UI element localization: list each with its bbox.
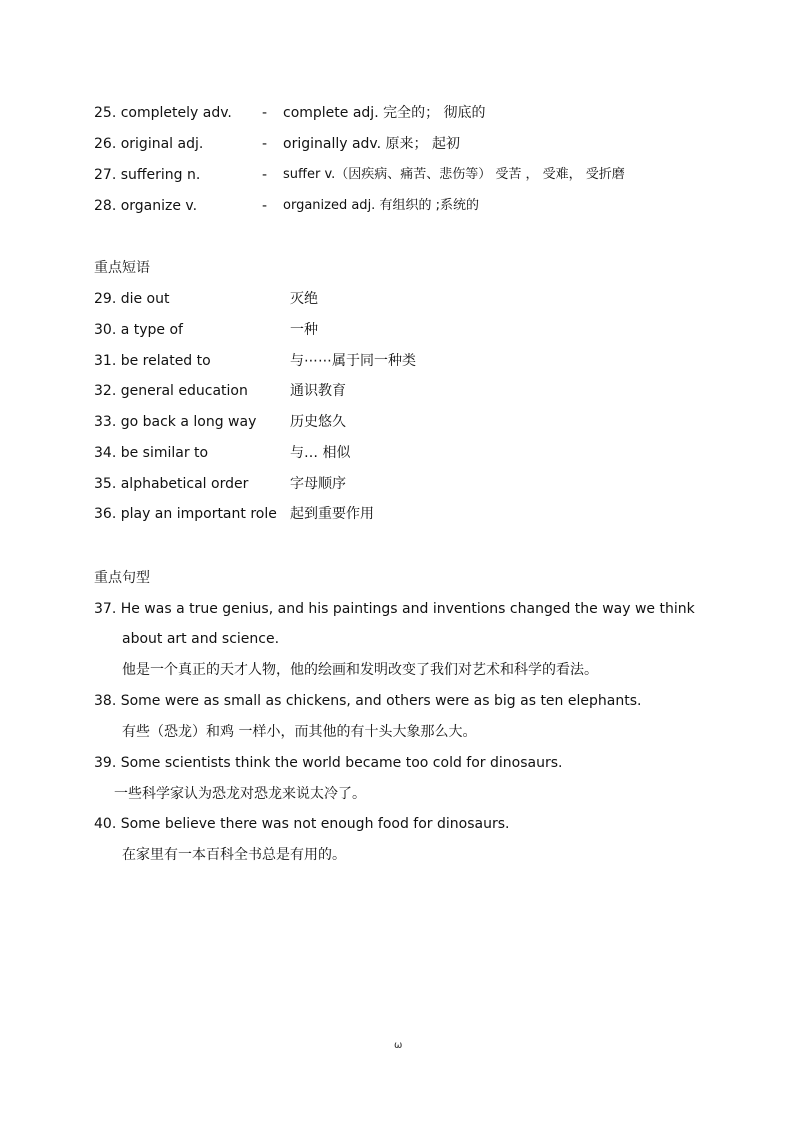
item-number: 28. [94, 198, 117, 214]
item-number: 31. [94, 353, 117, 369]
word: completely adv. [120, 105, 232, 121]
sentence-en: Some believe there was not enough food for dinosaurs. [120, 816, 510, 832]
phrase-en: play an important role [120, 506, 277, 522]
phrase-cn: 字母顺序 [290, 476, 346, 492]
phrase-en: alphabetical order [120, 476, 249, 492]
section-heading-sentences: 重点句型 [94, 570, 150, 586]
sentence-line [94, 600, 695, 618]
sentence-en: He was a true genius, and his paintings and inventions changed the way we think [120, 601, 695, 617]
section-heading-phrases: 重点短语 [94, 260, 150, 276]
sentence-continuation: about art and science. [122, 631, 280, 647]
phrase-en: be similar to [120, 445, 209, 461]
item-number: 39. [94, 755, 117, 771]
phrase-en: a type of [120, 322, 183, 338]
item-number: 36. [94, 506, 117, 522]
item-number: 35. [94, 476, 117, 492]
phrase-row [94, 382, 346, 400]
sentence-translation: 有些（恐龙）和鸡 一样小，而其他的有十头大象那么大。 [122, 724, 477, 740]
sentence-line [94, 692, 641, 710]
vocab-row [94, 104, 486, 122]
phrase-en: die out [120, 291, 170, 307]
related-word: organized adj. 有组织的 ;系统的 [283, 198, 479, 213]
vocab-row [94, 197, 479, 215]
sentence-line [94, 754, 562, 772]
phrase-cn: 与… 相似 [290, 445, 351, 461]
word: organize v. [120, 198, 198, 214]
item-number: 40. [94, 816, 117, 832]
phrase-row [94, 290, 318, 308]
phrase-cn: 历史悠久 [290, 414, 346, 430]
vocab-row [94, 166, 625, 184]
sentence-line [94, 815, 509, 833]
item-number: 33. [94, 414, 117, 430]
phrase-cn: 灭绝 [290, 291, 318, 307]
word: suffering n. [120, 167, 201, 183]
item-number: 27. [94, 167, 117, 183]
related-word: suffer v.（因疾病、痛苦、悲伤等） 受苦 ， 受难， 受折磨 [283, 167, 625, 182]
item-number: 37. [94, 601, 117, 617]
page-number: ω [394, 1040, 403, 1051]
sentence-translation: 一些科学家认为恐龙对恐龙来说太冷了。 [114, 786, 366, 802]
phrase-row [94, 444, 351, 462]
sentence-translation: 在家里有一本百科全书总是有用的。 [122, 847, 346, 863]
phrase-en: be related to [120, 353, 211, 369]
item-number: 29. [94, 291, 117, 307]
item-number: 30. [94, 322, 117, 338]
related-word: originally adv. 原来； 起初 [283, 136, 460, 152]
phrase-row [94, 321, 318, 339]
dash: - [262, 198, 268, 214]
dash: - [262, 105, 268, 121]
phrase-row [94, 505, 374, 523]
phrase-en: general education [120, 383, 248, 399]
phrase-row [94, 475, 346, 493]
phrase-row [94, 352, 416, 370]
word: original adj. [120, 136, 204, 152]
phrase-row [94, 413, 346, 431]
item-number: 32. [94, 383, 117, 399]
item-number: 38. [94, 693, 117, 709]
dash: - [262, 167, 268, 183]
item-number: 25. [94, 105, 117, 121]
sentence-en: Some were as small as chickens, and others were as big as ten elephants. [120, 693, 642, 709]
sentence-en: Some scientists think the world became too cold for dinosaurs. [120, 755, 563, 771]
phrase-cn: 通识教育 [290, 383, 346, 399]
phrase-cn: 起到重要作用 [290, 506, 374, 522]
item-number: 34. [94, 445, 117, 461]
sentence-translation: 他是一个真正的天才人物，他的绘画和发明改变了我们对艺术和科学的看法。 [122, 662, 598, 678]
phrase-cn: 与⋯⋯属于同一种类 [290, 353, 416, 369]
item-number: 26. [94, 136, 117, 152]
vocab-row [94, 135, 460, 153]
phrase-en: go back a long way [120, 414, 257, 430]
dash: - [262, 136, 268, 152]
related-word: complete adj. 完全的； 彻底的 [283, 105, 486, 121]
phrase-cn: 一种 [290, 322, 318, 338]
